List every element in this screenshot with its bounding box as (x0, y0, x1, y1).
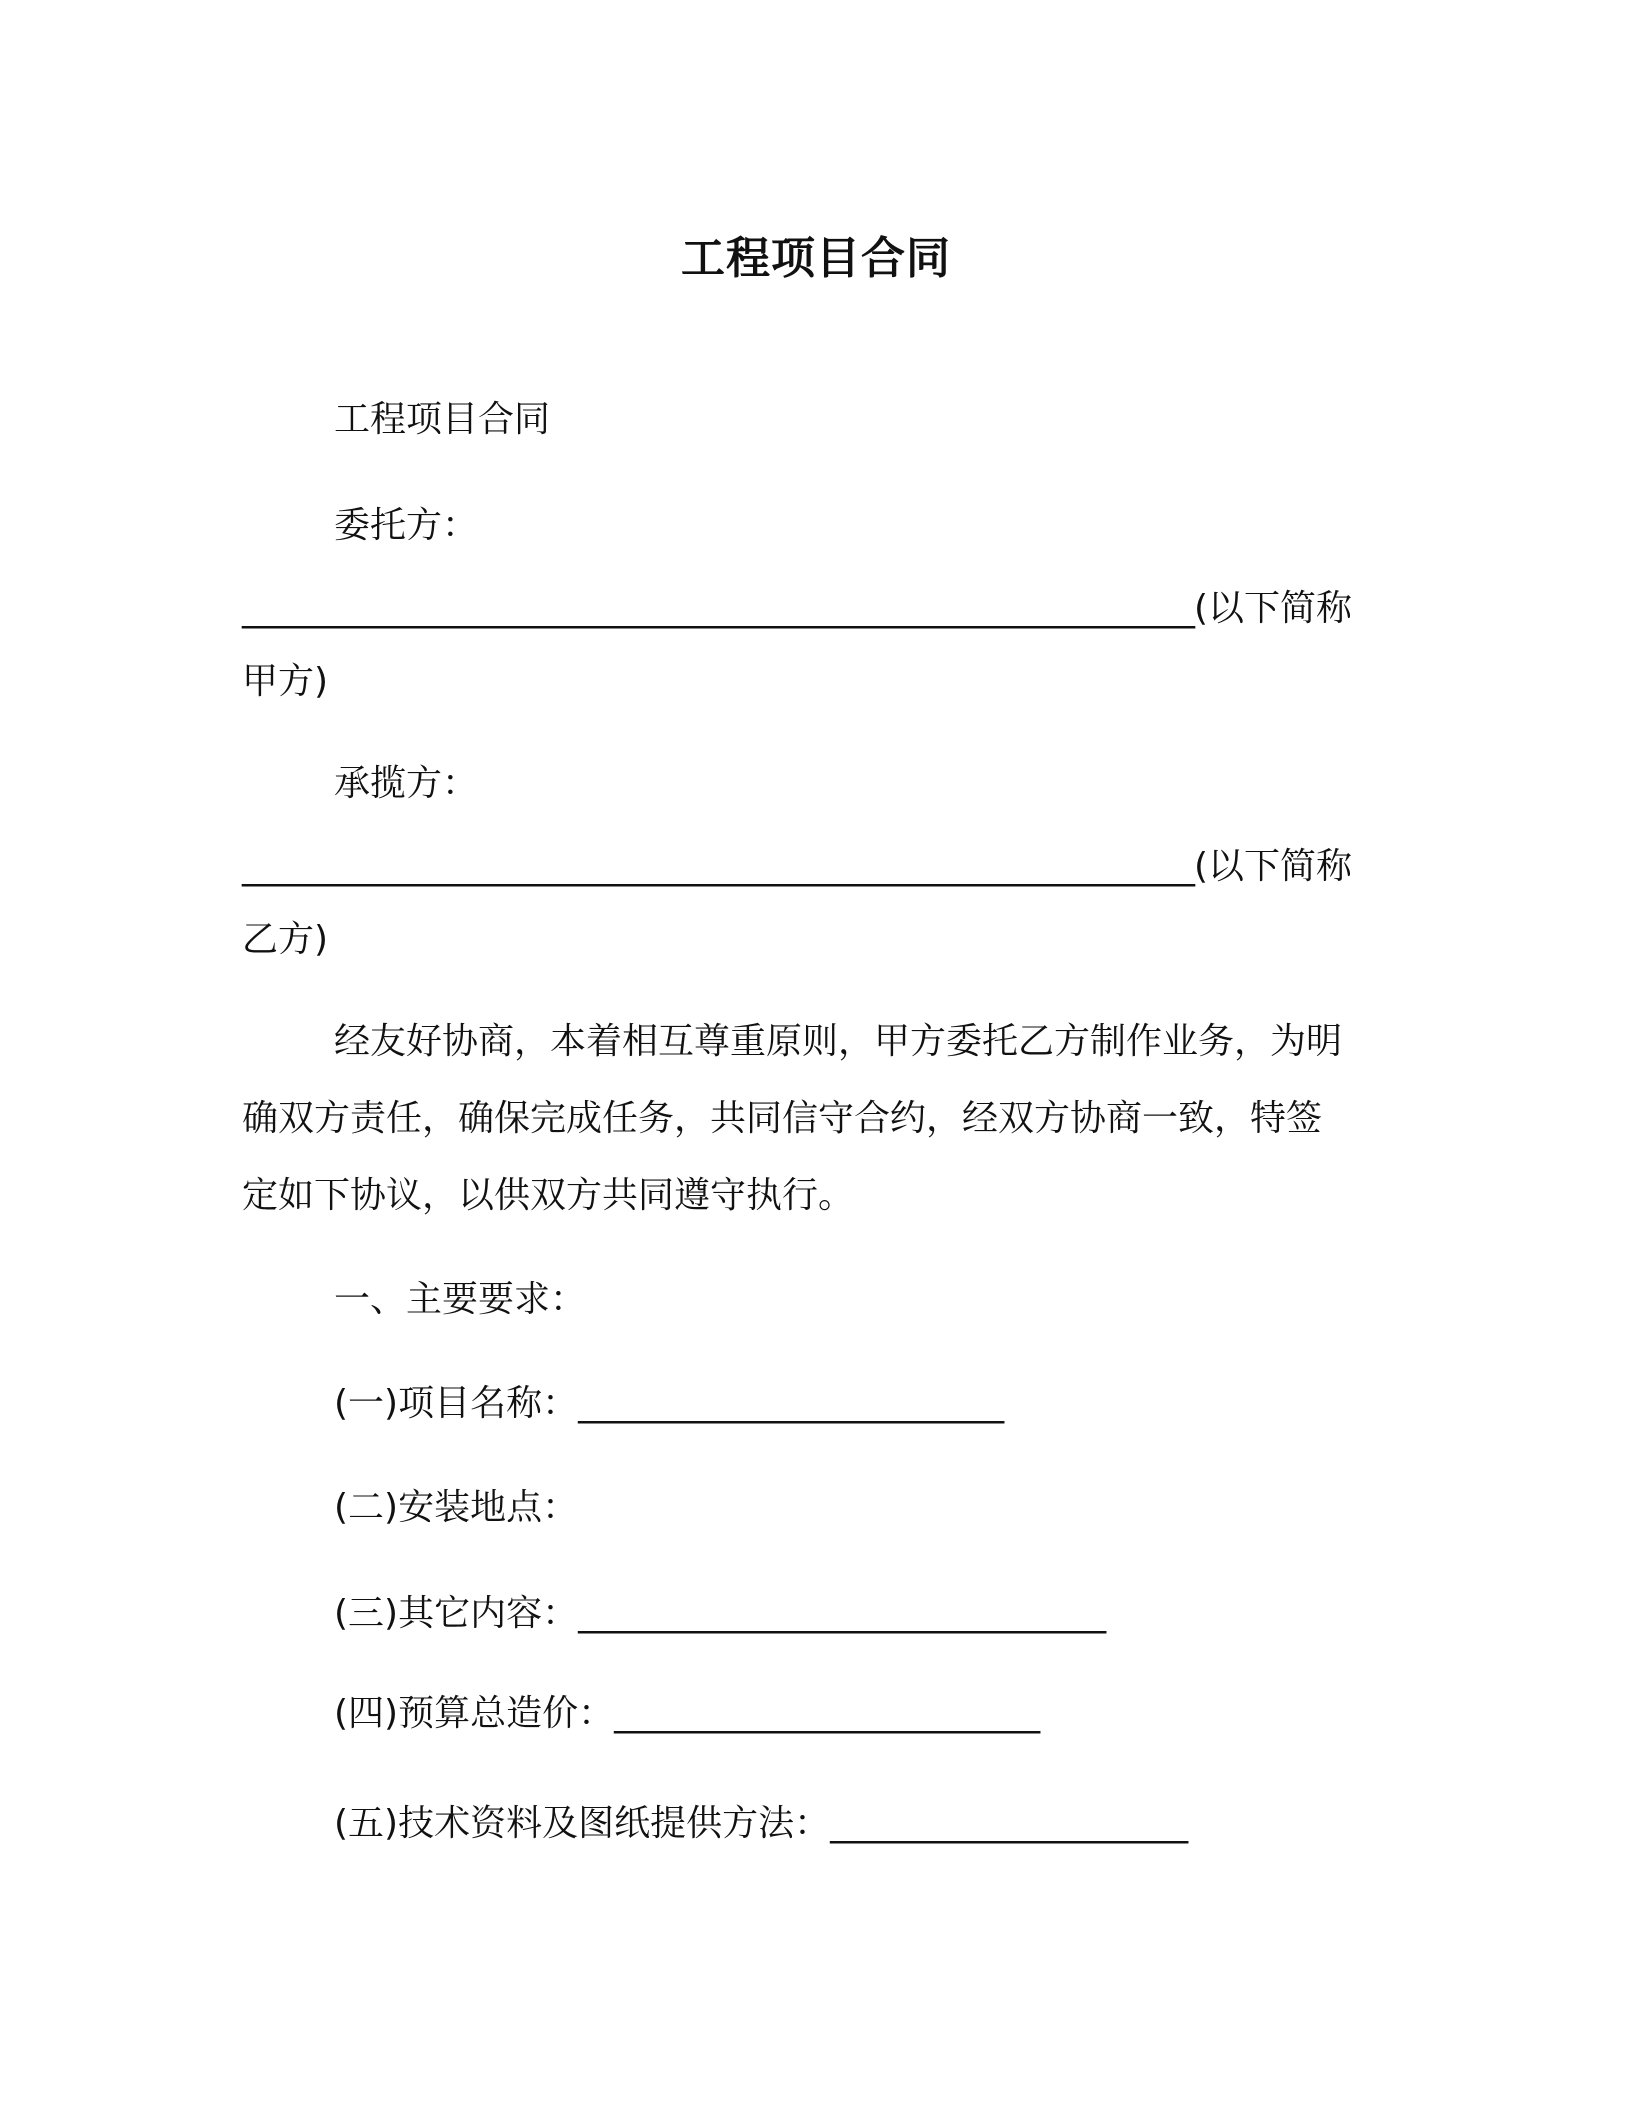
item-label: (二)安装地点： (334, 1487, 579, 1528)
preamble-line-3: 定如下协议，以供双方共同遵守执行。 (242, 1175, 855, 1216)
section-heading: 一、主要要求： (334, 1279, 587, 1320)
item-label: (一)项目名称： (334, 1383, 579, 1424)
item-tech-docs (334, 1802, 1187, 1846)
client-abbrev-prefix: (以下简称 (1194, 588, 1353, 629)
item-install-location (334, 1486, 578, 1530)
contractor-blank: ________________________________________________________ (242, 846, 1194, 887)
client-label: 委托方： (334, 505, 479, 546)
item-blank: _______________________________ (578, 1593, 1106, 1634)
preamble-line-2: 确双方责任，确保完成任务，共同信守合约，经双方协商一致，特签 (242, 1098, 1323, 1139)
item-budget (334, 1692, 1039, 1736)
item-blank: _________________________ (614, 1693, 1040, 1734)
contractor-abbrev: 乙方) (242, 919, 329, 960)
subtitle: 工程项目合同 (334, 399, 551, 440)
client-blank-line (242, 587, 1352, 631)
item-label: (五)技术资料及图纸提供方法： (334, 1803, 831, 1844)
preamble-line-1: 经友好协商，本着相互尊重原则，甲方委托乙方制作业务，为明 (334, 1021, 1343, 1062)
client-blank: ________________________________________________________ (242, 588, 1194, 629)
contractor-abbrev-prefix: (以下简称 (1194, 846, 1353, 887)
item-label: (四)预算总造价： (334, 1693, 615, 1734)
contractor-label: 承揽方： (334, 763, 479, 804)
document-title: 工程项目合同 (681, 233, 951, 284)
item-project-name (334, 1382, 1003, 1426)
item-label: (三)其它内容： (334, 1593, 579, 1634)
item-blank: _____________________ (830, 1803, 1188, 1844)
item-other-content (334, 1592, 1105, 1636)
client-abbrev: 甲方) (242, 661, 329, 702)
item-blank: _________________________ (578, 1383, 1004, 1424)
contractor-blank-line (242, 845, 1352, 889)
